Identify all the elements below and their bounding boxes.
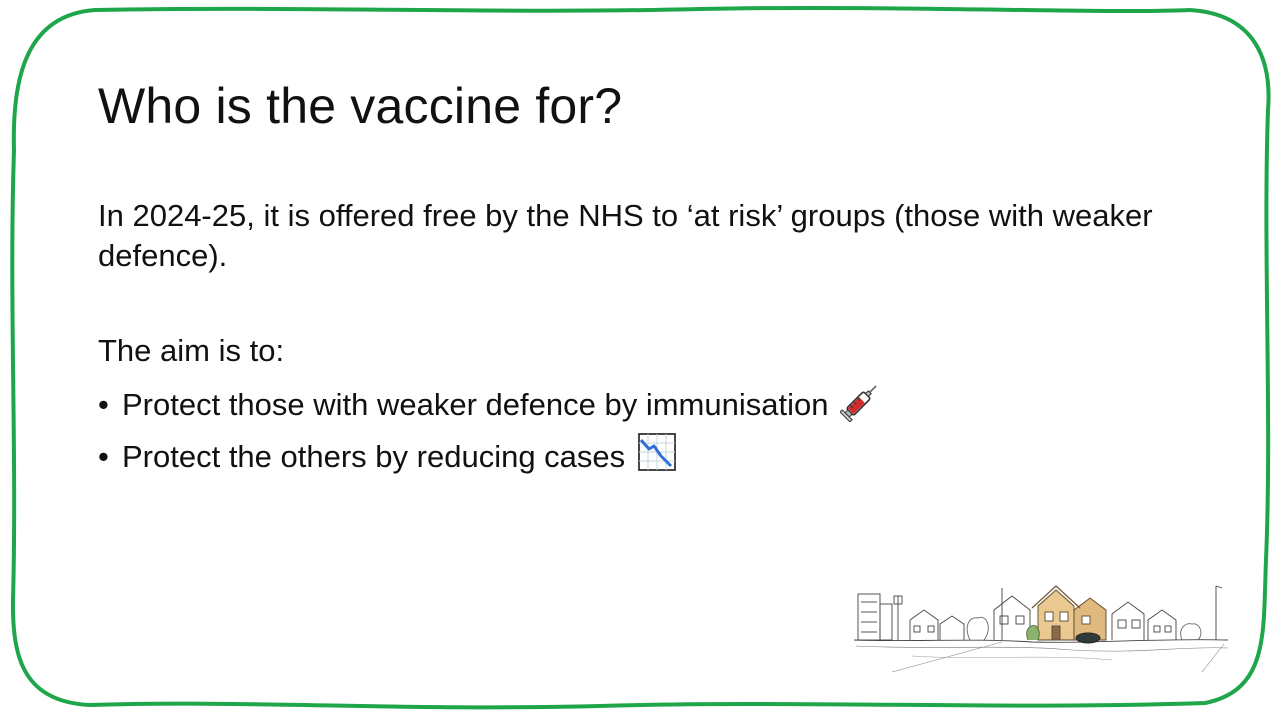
list-item (98, 380, 884, 430)
bullet-point: • (98, 387, 109, 422)
slide-title: Who is the vaccine for? (98, 78, 623, 134)
aim-bullet-list (98, 380, 884, 484)
bullet-point: • (98, 439, 109, 474)
syringe-icon (840, 378, 884, 432)
bullet-text: Protect the others by reducing cases (122, 439, 626, 474)
chart-decreasing-icon (637, 432, 677, 482)
intro-paragraph: In 2024-25, it is offered free by the NHS to ‘at risk’ groups (those with weaker defence). (98, 198, 1153, 273)
aim-heading: The aim is to: (98, 333, 285, 368)
street-sketch-illustration (852, 580, 1230, 672)
bullet-text: Protect those with weaker defence by immunisation (122, 387, 829, 422)
list-item (98, 432, 884, 482)
